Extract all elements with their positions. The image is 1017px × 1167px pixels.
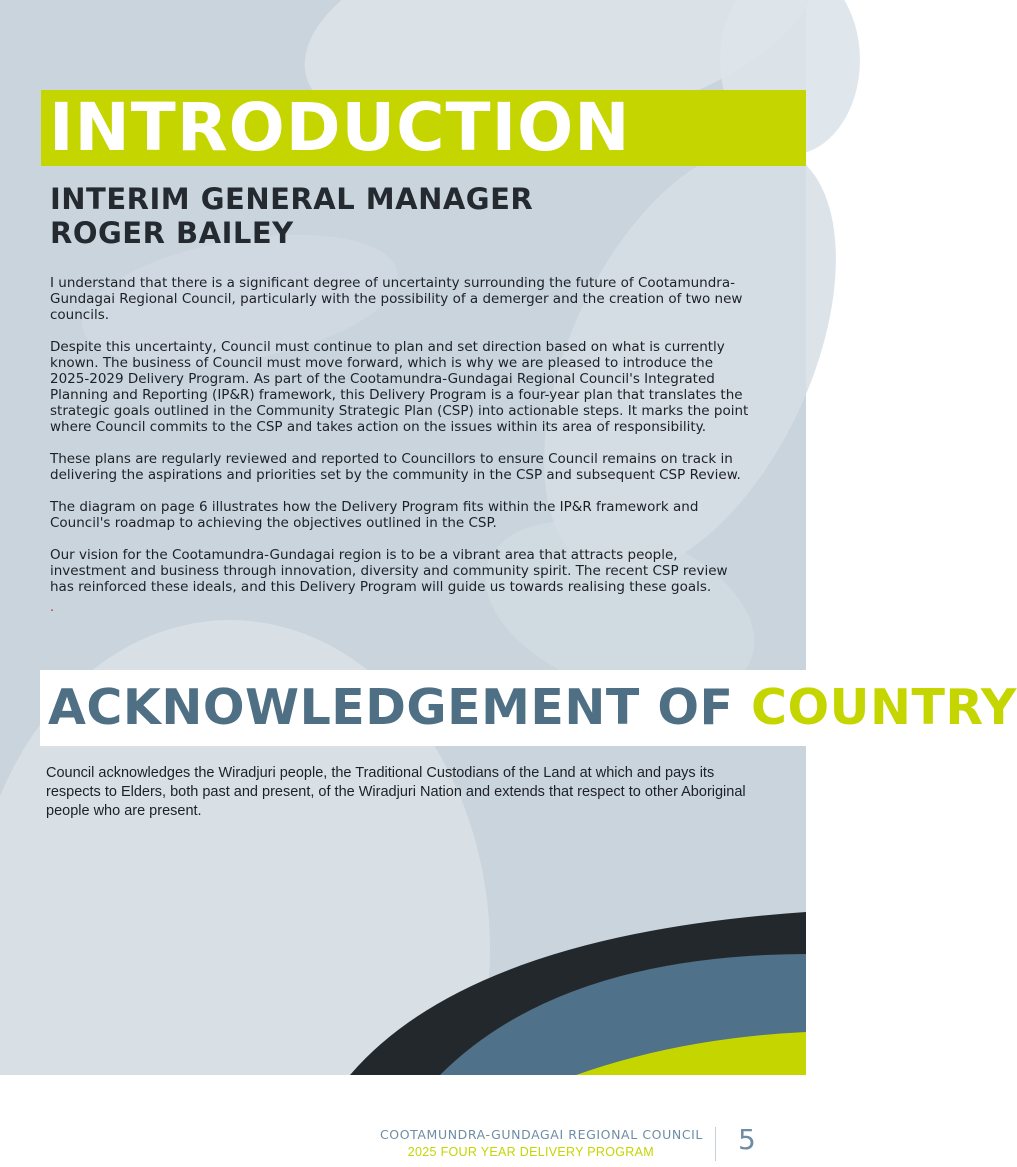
acknowledgement-heading-part1: ACKNOWLEDGEMENT OF xyxy=(48,679,752,736)
manager-role: INTERIM GENERAL MANAGER xyxy=(50,182,534,216)
manager-title xyxy=(50,182,533,250)
intro-paragraph: These plans are regularly reviewed and reported to Councillors to ensure Council remains on track in delivering the aspirations and priorities set by the community in the CSP and subsequent CSP Review. xyxy=(50,451,741,483)
introduction-banner xyxy=(41,90,806,166)
acknowledgement-heading-part2: COUNTRY xyxy=(751,679,1017,736)
acknowledgement-body: Council acknowledges the Wiradjuri people, the Traditional Custodians of the Land at which and pays its respects to Elders, both past and present, of the Wiradjuri Nation and extends that respect to other Aboriginal people who are present. xyxy=(46,765,746,819)
acknowledgement-banner xyxy=(40,670,1017,746)
intro-paragraph: I understand that there is a significant degree of uncertainty surrounding the future of Cootamundra-Gundagai Regional Council, particularly with the possibility of a demerger and the creation of two new councils. xyxy=(50,275,743,323)
acknowledgement-heading xyxy=(48,668,1017,748)
footer-program-name: 2025 FOUR YEAR DELIVERY PROGRAM xyxy=(407,1145,654,1159)
intro-paragraph: Our vision for the Cootamundra-Gundagai region is to be a vibrant area that attracts people, investment and business through innovation, diversity and community spirit. The recent CSP review has reinforced these ideals, and this Delivery Program will guide us towards realising these goals. xyxy=(50,547,728,595)
introduction-heading: INTRODUCTION xyxy=(49,89,631,166)
manager-name: ROGER BAILEY xyxy=(50,216,294,250)
intro-paragraph: Despite this uncertainty, Council must continue to plan and set direction based on what is currently known. The business of Council must move forward, which is why we are pleased to introduce the 2025-2029 Delivery Program. As part of the Cootamundra-Gundagai Regional Council's Integrated Planning and Reporting (IP&R) framework, this Delivery Program is a four-year plan that translates the strategic goals outlined in the Community Strategic Plan (CSP) into actionable steps. It marks the point where Council commits to the CSP and takes action on the issues within its area of responsibility. xyxy=(50,339,749,435)
intro-paragraph: The diagram on page 6 illustrates how the Delivery Program fits within the IP&R framework and Council's roadmap to achieving the objectives outlined in the CSP. xyxy=(50,499,699,531)
footer-council-name: COOTAMUNDRA-GUNDAGAI REGIONAL COUNCIL xyxy=(379,1127,703,1142)
introduction-body xyxy=(50,275,750,611)
trailing-mark: . xyxy=(50,600,55,615)
footer-divider xyxy=(715,1127,716,1161)
page-number: 5 xyxy=(738,1123,756,1156)
page-footer xyxy=(0,1075,806,1167)
